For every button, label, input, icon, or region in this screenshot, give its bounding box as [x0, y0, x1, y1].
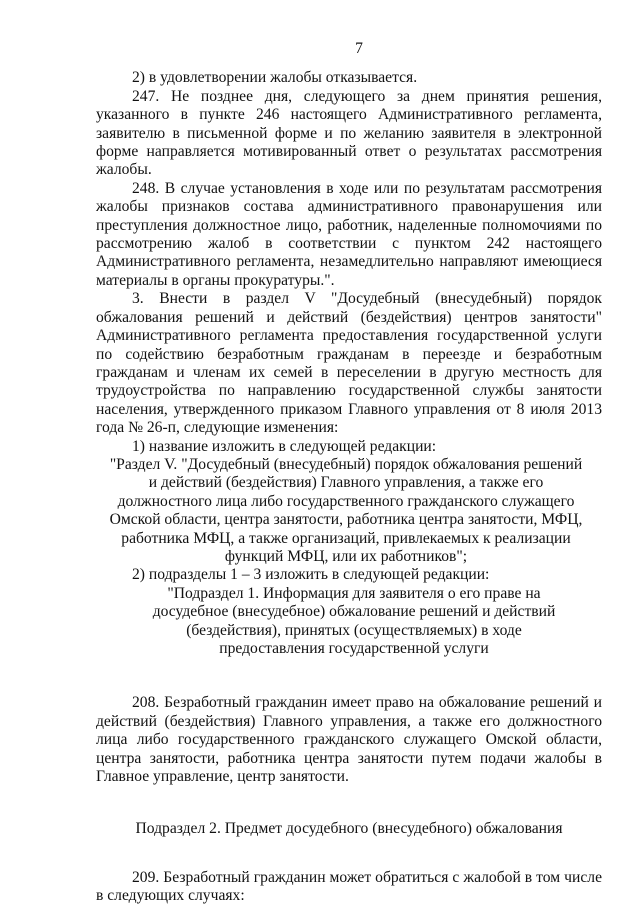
paragraph-refusal: 2) в удовлетворении жалобы отказывается.	[132, 69, 418, 87]
paragraph-247: 247. Не позднее дня, следующего за днем принятия решения, указанного в пункте 246 настоящего Административного регламента, заявителю в письменной форме и по желанию заявителя в электронной форме направляется мотивированный ответ о результатах рассмотрения жалобы.	[96, 87, 602, 179]
paragraph-item-3: 3. Внести в раздел V "Досудебный (внесудебный) порядок обжалования решений и действий (бездействия) центров занятости" Административного регламента предоставления государственной услуги по содействию безработным гражданам в переезде и безработным гражданам и членам их семей в переселении в другую местность для трудоустройства по направлению государственной службы занятости населения, утвержденного приказом Главного управления от 8 июля 2013 года № 26-п, следующие изменения:	[96, 290, 602, 437]
paragraph-subitem-2: 2) подразделы 1 – 3 изложить в следующей редакции:	[132, 566, 490, 584]
paragraph-248: 248. В случае установления в ходе или по результатам рассмотрения жалобы признаков состава административного правонарушения или преступления должностное лицо, работник, наделенные полномочиями по рассмотрению жалоб в соответствии с пунктом 242 настоящего Административного регламента, незамедлительно направляют имеющиеся материалы в органы прокуратуры.".	[96, 179, 602, 289]
page-number: 7	[355, 40, 363, 57]
paragraph-subitem-1: 1) название изложить в следующей редакции:	[132, 437, 437, 455]
paragraph-209: 209. Безработный гражданин может обратиться с жалобой в том числе в следующих случаях:	[96, 868, 602, 905]
quoted-section-title: "Раздел V. "Досудебный (внесудебный) порядок обжалования решений и действий (бездействия) Главного управления, а также его должностного лица либо государственного гражданского служащего Омской области, центра занятости, работника центра занятости, МФЦ, работника МФЦ, а также организаций, привлекаемых к реализации функций МФЦ, или их работников";	[109, 455, 583, 565]
paragraph-208: 208. Безработный гражданин имеет право на обжалование решений и действий (бездействия) Главного управления, а также его должностного лица либо государственного гражданского служащего Омской области, центра занятости, работника центра занятости путем подачи жалобы в Главное управление, центр занятости.	[96, 694, 602, 786]
subsection-1-heading: "Подраздел 1. Информация для заявителя о его праве на досудебное (внесудебное) обжалование решений и действий (бездействия), принятых (осуществляемых) в ходе предоставления государственной услуги	[152, 584, 556, 657]
subsection-2-heading: Подраздел 2. Предмет досудебного (внесудебного) обжалования	[135, 820, 563, 838]
